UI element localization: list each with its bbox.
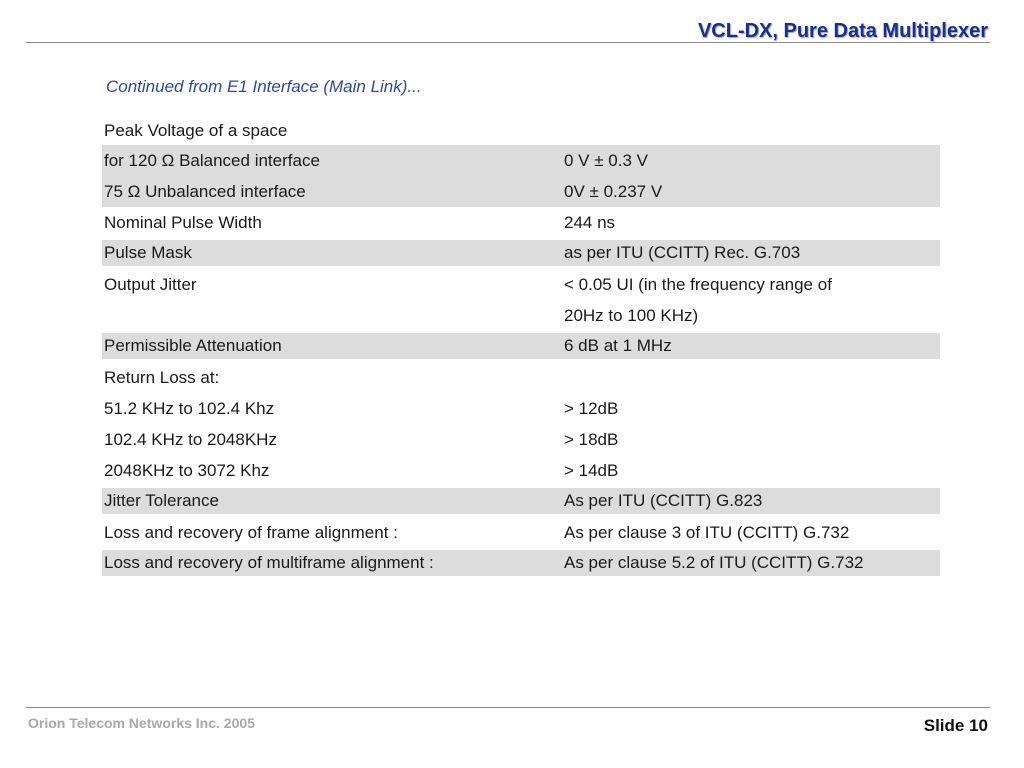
spec-value: As per clause 5.2 of ITU (CCITT) G.732: [564, 553, 864, 572]
table-row: [102, 393, 940, 424]
spec-value: As per ITU (CCITT) G.823: [564, 491, 763, 510]
spec-value: 244 ns: [564, 212, 616, 232]
table-row: [102, 207, 940, 238]
slide-subtitle: Continued from E1 Interface (Main Link)...: [106, 77, 422, 96]
spec-value: 0 V ± 0.3 V: [564, 150, 648, 170]
spec-label: Loss and recovery of multiframe alignment :: [104, 553, 434, 572]
spec-label: Output Jitter: [104, 274, 197, 294]
table-row: [102, 455, 940, 486]
spec-label: 75 Ω Unbalanced interface: [104, 181, 306, 201]
spec-label: 51.2 KHz to 102.4 Khz: [104, 398, 275, 418]
table-row: [102, 176, 940, 207]
spec-label: 102.4 KHz to 2048KHz: [104, 429, 277, 449]
spec-value: 6 dB at 1 MHz: [564, 336, 672, 355]
spec-label: Loss and recovery of frame alignment :: [104, 522, 398, 542]
table-row: [102, 240, 940, 266]
footer-divider: [26, 707, 990, 708]
header-divider: [26, 42, 990, 43]
table-row: [102, 362, 940, 393]
table-row: [102, 300, 940, 331]
spec-value: > 12dB: [564, 398, 619, 418]
spec-value: 20Hz to 100 KHz): [564, 305, 699, 325]
table-row: [102, 488, 940, 514]
spec-value: as per ITU (CCITT) Rec. G.703: [564, 243, 801, 262]
spec-value: > 18dB: [564, 429, 619, 449]
spec-value: < 0.05 UI (in the frequency range of: [564, 274, 832, 294]
table-row: [102, 117, 940, 145]
spec-label: Jitter Tolerance: [104, 491, 219, 510]
specs-table: [102, 117, 940, 579]
slide-title: VCL-DX, Pure Data Multiplexer: [697, 20, 988, 42]
spec-label: Permissible Attenuation: [104, 336, 282, 355]
table-row: [102, 333, 940, 359]
table-row: [102, 550, 940, 576]
spec-label: for 120 Ω Balanced interface: [104, 150, 320, 170]
spec-label: Nominal Pulse Width: [104, 212, 262, 232]
table-row: [102, 145, 940, 176]
spec-label: Return Loss at:: [104, 367, 220, 387]
spec-value: As per clause 3 of ITU (CCITT) G.732: [564, 522, 850, 542]
spec-label: 2048KHz to 3072 Khz: [104, 460, 270, 480]
table-row: [102, 424, 940, 455]
footer-company: Orion Telecom Networks Inc. 2005: [28, 715, 255, 731]
spec-label: Peak Voltage of a space: [104, 121, 288, 140]
table-row: [102, 269, 940, 300]
slide-number: Slide 10: [923, 716, 988, 735]
spec-label: Pulse Mask: [104, 243, 192, 262]
spec-value: 0V ± 0.237 V: [564, 181, 663, 201]
table-row: [102, 517, 940, 548]
spec-value: > 14dB: [564, 460, 619, 480]
